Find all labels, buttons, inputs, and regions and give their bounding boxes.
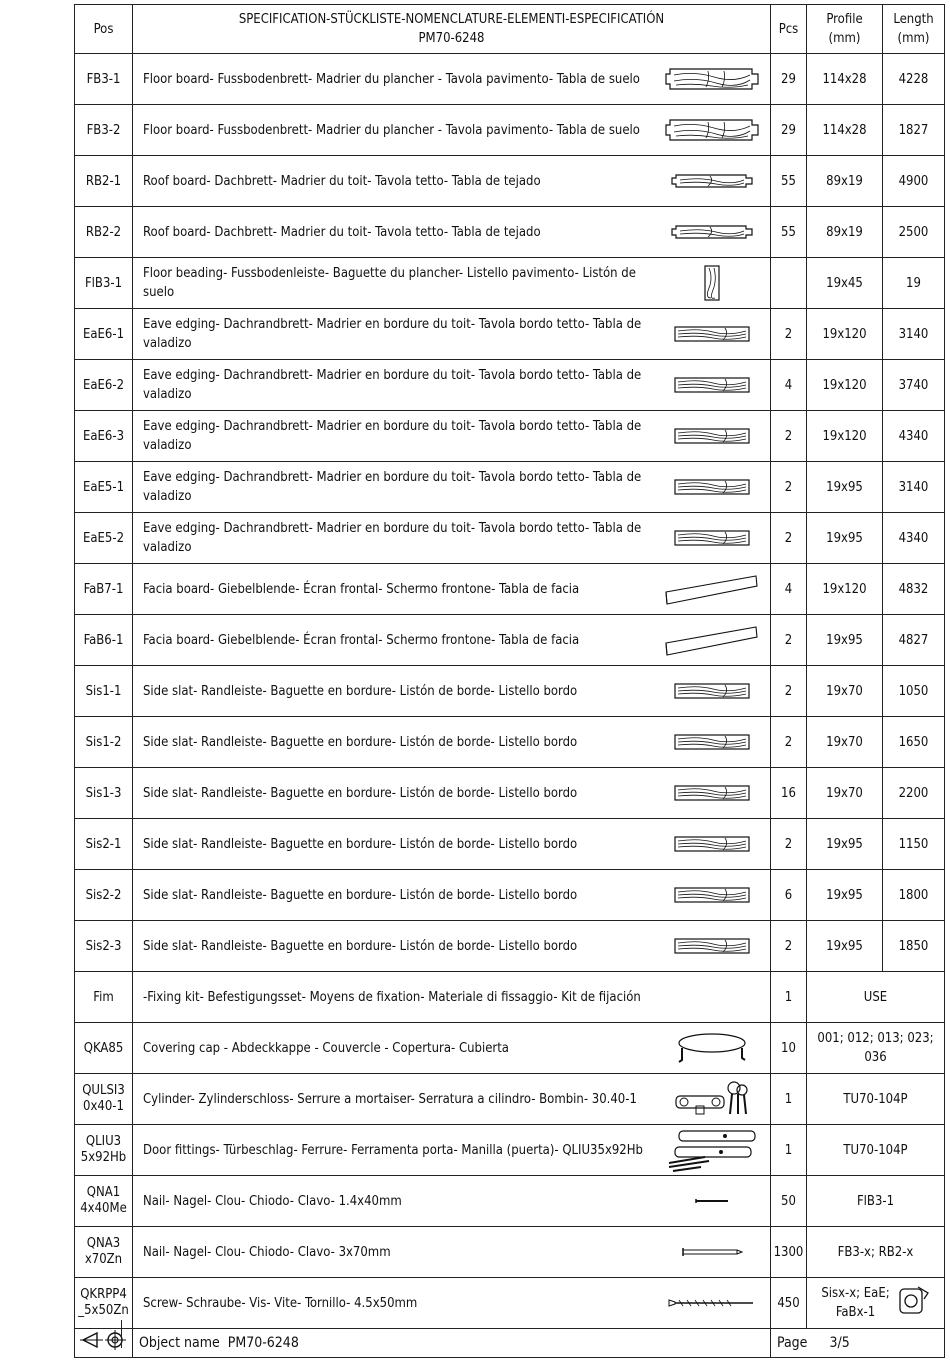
header-title-line1: SPECIFICATION-STÜCKLISTE-NOMENCLATURE-ELEMENTI-ESPECIFICATIÓN [238,12,665,27]
row-reference-line1: Sisx-x; EaE; [821,1286,890,1301]
page-label: Page [777,1334,808,1351]
row-pcs: 2 [771,921,807,972]
row-description: -Fixing kit- Befestigungsset- Moyens de fixation- Materiale di fissaggio- Kit de fijación [143,989,641,1005]
row-reference: FlB3-1 [807,1176,945,1227]
table-row [75,462,945,513]
row-pos: FaB6-1 [75,615,133,666]
row-description: Nail- Nagel- Clou- Chiodo- Clavo- 1.4x40mm [143,1193,402,1209]
row-pos: QKA85 [75,1023,133,1074]
row-pcs: 50 [771,1176,807,1227]
row-pos [75,1227,133,1278]
row-description-cell [133,156,771,207]
table-row [75,666,945,717]
header-length-label: Length [893,12,934,27]
table-row [75,105,945,156]
row-description-cell [133,411,771,462]
row-reference [807,1278,945,1329]
header-length-unit: (mm) [897,31,930,46]
row-profile: 89x19 [807,156,883,207]
row-reference: 001; 012; 013; 023; 036 [807,1023,945,1074]
row-description: Side slat- Randleiste- Baguette en bordure- Listón de borde- Listello bordo [143,734,578,750]
row-pos: Sis2-1 [75,819,133,870]
plank-profile-icon [662,529,770,547]
row-description: Side slat- Randleiste- Baguette en bordure- Listón de borde- Listello bordo [143,683,578,699]
row-profile: 19x70 [807,717,883,768]
table-row [75,1278,945,1329]
row-pcs: 1 [771,1074,807,1125]
plank-profile-icon [662,937,770,955]
table-row [75,870,945,921]
row-description: Side slat- Randleiste- Baguette en bordure- Listón de borde- Listello bordo [143,785,578,801]
row-pos [75,1074,133,1125]
row-pos: EaE6-2 [75,360,133,411]
row-pcs: 55 [771,207,807,258]
row-pcs: 2 [771,462,807,513]
header-title-line2: PM70-6248 [418,31,485,46]
row-description-cell [133,207,771,258]
row-description: Screw- Schraube- Vis- Vite- Tornillo- 4.5x50mm [143,1295,418,1311]
row-pcs: 6 [771,870,807,921]
row-length: 3140 [883,309,945,360]
row-reference: TU70-104P [807,1125,945,1176]
row-pos: FlB3-1 [75,258,133,309]
row-description: Side slat- Randleiste- Baguette en bordure- Listón de borde- Listello bordo [143,938,578,954]
row-description: Nail- Nagel- Clou- Chiodo- Clavo- 3x70mm [143,1244,391,1260]
row-pos: Sis2-2 [75,870,133,921]
row-length: 4340 [883,513,945,564]
table-row [75,819,945,870]
plank-profile-icon [662,835,770,853]
object-name-value: PM70-6248 [227,1334,299,1351]
row-profile: 19x45 [807,258,883,309]
object-name-label: Object name [139,1334,220,1351]
row-pos: EaE5-2 [75,513,133,564]
row-pcs: 2 [771,717,807,768]
row-description-cell [133,1278,771,1329]
row-length: 4827 [883,615,945,666]
table-row [75,54,945,105]
floor-board-profile-icon [662,116,770,144]
row-description: Floor board- Fussbodenbrett- Madrier du plancher - Tavola pavimento- Tabla de suelo [143,71,640,87]
plank-profile-icon [662,682,770,700]
row-description: Covering cap - Abdeckkappe - Couvercle - Copertura- Cubierta [143,1040,509,1056]
row-profile: 19x120 [807,564,883,615]
row-description-cell [133,1074,771,1125]
table-row [75,156,945,207]
table-row [75,564,945,615]
footer-page-cell [771,1329,945,1358]
row-description-cell [133,360,771,411]
row-length: 4900 [883,156,945,207]
row-pcs: 1300 [771,1227,807,1278]
facia-board-icon [662,623,770,657]
row-pos: Sis1-3 [75,768,133,819]
roof-board-profile-icon [662,223,770,241]
row-pcs: 2 [771,615,807,666]
row-pcs: 29 [771,105,807,156]
row-description-cell [133,1125,771,1176]
row-pos: RB2-1 [75,156,133,207]
row-description: Eave edging- Dachrandbrett- Madrier en bordure du toit- Tavola bordo tetto- Tabla de valadizo [143,470,642,504]
row-profile: 114x28 [807,105,883,156]
row-pcs: 4 [771,564,807,615]
row-pos [75,1278,133,1329]
row-pos-line2: x70Zn [84,1252,123,1267]
row-pcs [771,258,807,309]
row-description-cell [133,615,771,666]
floor-board-profile-icon [662,65,770,93]
row-profile: 19x120 [807,309,883,360]
table-row [75,1176,945,1227]
plank-profile-icon [662,427,770,445]
row-length: 3740 [883,360,945,411]
row-pcs: 16 [771,768,807,819]
roof-board-profile-icon [662,172,770,190]
row-description: Eave edging- Dachrandbrett- Madrier en bordure du toit- Tavola bordo tetto- Tabla de valadizo [143,419,642,453]
header-pos: Pos [75,5,133,54]
row-pos-line2: 4x40Me [80,1201,127,1216]
row-profile: 19x120 [807,360,883,411]
row-profile: 19x95 [807,615,883,666]
facia-board-icon [662,572,770,606]
nail-icon [662,1247,770,1257]
row-description: Door fittings- Türbeschlag- Ferrure- Ferramenta porta- Manilla (puerta)- QLIU35x92Hb [143,1142,643,1158]
row-description-cell [133,54,771,105]
row-pos: Sis2-3 [75,921,133,972]
plank-profile-icon [662,478,770,496]
table-row [75,615,945,666]
row-description-cell [133,768,771,819]
table-row [75,1023,945,1074]
row-reference: TU70-104P [807,1074,945,1125]
row-profile: 19x120 [807,411,883,462]
row-description-cell [133,105,771,156]
table-row [75,1074,945,1125]
row-length: 4228 [883,54,945,105]
row-pos-line2: _5x50Zn [78,1303,129,1318]
row-description-cell [133,870,771,921]
row-length: 19 [883,258,945,309]
table-row [75,972,945,1023]
table-row [75,1227,945,1278]
row-pcs: 1 [771,972,807,1023]
table-row [75,411,945,462]
row-pos: EaE6-1 [75,309,133,360]
row-description: Floor board- Fussbodenbrett- Madrier du plancher - Tavola pavimento- Tabla de suelo [143,122,640,138]
header-length [883,5,945,54]
row-pos: FaB7-1 [75,564,133,615]
row-pos: FB3-2 [75,105,133,156]
row-description: Side slat- Randleiste- Baguette en bordure- Listón de borde- Listello bordo [143,887,578,903]
footer-row [75,1329,945,1358]
row-pos [75,1125,133,1176]
row-reference-line2: FaBx-1 [835,1305,876,1320]
row-description-cell [133,513,771,564]
plank-profile-icon [662,733,770,751]
header-profile-label: Profile [826,12,863,27]
row-description-cell [133,921,771,972]
row-length: 4832 [883,564,945,615]
row-profile: 19x95 [807,462,883,513]
row-pcs: 2 [771,411,807,462]
row-length: 1800 [883,870,945,921]
page-value: 3/5 [829,1334,850,1351]
row-description-cell [133,819,771,870]
row-pos: Sis1-2 [75,717,133,768]
plank-profile-icon [662,325,770,343]
row-description: Facia board- Giebelblende- Écran frontal- Schermo frontone- Tabla de facia [143,581,580,597]
floor-beading-profile-icon [662,264,770,302]
row-description: Floor beading- Fussbodenleiste- Baguette du plancher- Listello pavimento- Listón de suelo [143,266,636,300]
table-row [75,1125,945,1176]
row-pos-line1: QKRPP4 [80,1287,127,1302]
row-description: Roof board- Dachbrett- Madrier du toit- Tavola tetto- Tabla de tejado [143,173,541,189]
row-reference: USE [807,972,945,1023]
row-pos: Sis1-1 [75,666,133,717]
row-profile: 19x95 [807,921,883,972]
covering-cap-icon [662,1029,770,1067]
row-pos-line1: QULSI3 [82,1083,125,1098]
table-row [75,513,945,564]
header-row [75,5,945,54]
row-length: 1650 [883,717,945,768]
row-pcs: 55 [771,156,807,207]
row-pcs: 2 [771,513,807,564]
row-length: 3140 [883,462,945,513]
row-length: 2200 [883,768,945,819]
row-description-cell [133,258,771,309]
row-pos-line2: 5x92Hb [80,1150,127,1165]
row-pos-line1: QNA1 [86,1185,121,1200]
row-length: 1827 [883,105,945,156]
row-description: Side slat- Randleiste- Baguette en bordure- Listón de borde- Listello bordo [143,836,578,852]
header-pcs: Pcs [771,5,807,54]
table-row [75,258,945,309]
header-title [133,5,771,54]
row-pos: Fim [75,972,133,1023]
row-profile: 19x95 [807,870,883,921]
row-profile: 19x95 [807,513,883,564]
row-pcs: 2 [771,309,807,360]
row-length: 1050 [883,666,945,717]
header-profile [807,5,883,54]
plank-profile-icon [662,886,770,904]
table-row [75,207,945,258]
row-description-cell [133,717,771,768]
row-description-cell [133,1023,771,1074]
row-pcs: 2 [771,819,807,870]
row-pos: FB3-1 [75,54,133,105]
row-length: 1150 [883,819,945,870]
row-description: Eave edging- Dachrandbrett- Madrier en bordure du toit- Tavola bordo tetto- Tabla de valadizo [143,521,642,555]
screw-icon [662,1296,770,1310]
row-pcs: 450 [771,1278,807,1329]
row-description-cell [133,564,771,615]
row-pos: EaE6-3 [75,411,133,462]
table-row [75,360,945,411]
row-pcs: 4 [771,360,807,411]
row-profile: 114x28 [807,54,883,105]
door-fittings-icon [662,1127,770,1173]
plank-profile-icon [662,376,770,394]
row-description-cell [133,1227,771,1278]
row-pcs: 2 [771,666,807,717]
row-length: 4340 [883,411,945,462]
row-description: Facia board- Giebelblende- Écran frontal- Schermo frontone- Tabla de facia [143,632,580,648]
row-pos: EaE5-1 [75,462,133,513]
row-description-cell [133,462,771,513]
row-pos-line1: QNA3 [86,1236,121,1251]
row-profile: 19x95 [807,819,883,870]
row-profile: 19x70 [807,666,883,717]
row-description-cell [133,309,771,360]
row-length: 1850 [883,921,945,972]
row-profile: 89x19 [807,207,883,258]
screwdriver-bit-icon [896,1285,930,1321]
row-description-cell [133,666,771,717]
row-pcs: 10 [771,1023,807,1074]
plank-profile-icon [662,784,770,802]
row-profile: 19x70 [807,768,883,819]
row-pos: RB2-2 [75,207,133,258]
row-description-cell [133,972,771,1023]
header-profile-unit: (mm) [828,31,861,46]
row-pos [75,1176,133,1227]
small-nail-icon [662,1197,770,1205]
row-description: Cylinder- Zylinderschloss- Serrure a mortaiser- Serratura a cilindro- Bombin- 30.40-1 [143,1091,637,1107]
row-length: 2500 [883,207,945,258]
row-pos-line1: QLIU3 [85,1134,122,1149]
table-row [75,309,945,360]
row-pcs: 1 [771,1125,807,1176]
specification-table [74,4,945,1358]
row-description: Eave edging- Dachrandbrett- Madrier en bordure du toit- Tavola bordo tetto- Tabla de valadizo [143,317,642,351]
table-row [75,768,945,819]
row-pcs: 29 [771,54,807,105]
table-row [75,717,945,768]
row-description: Roof board- Dachbrett- Madrier du toit- Tavola tetto- Tabla de tejado [143,224,541,240]
row-description-cell [133,1176,771,1227]
table-row [75,921,945,972]
cylinder-lock-icon [662,1078,770,1120]
row-description: Eave edging- Dachrandbrett- Madrier en bordure du toit- Tavola bordo tetto- Tabla de valadizo [143,368,642,402]
footer-object-name-cell [133,1329,771,1358]
footer-symbols [75,1329,133,1358]
row-pos-line2: 0x40-1 [83,1099,124,1114]
row-reference: FB3-x; RB2-x [807,1227,945,1278]
